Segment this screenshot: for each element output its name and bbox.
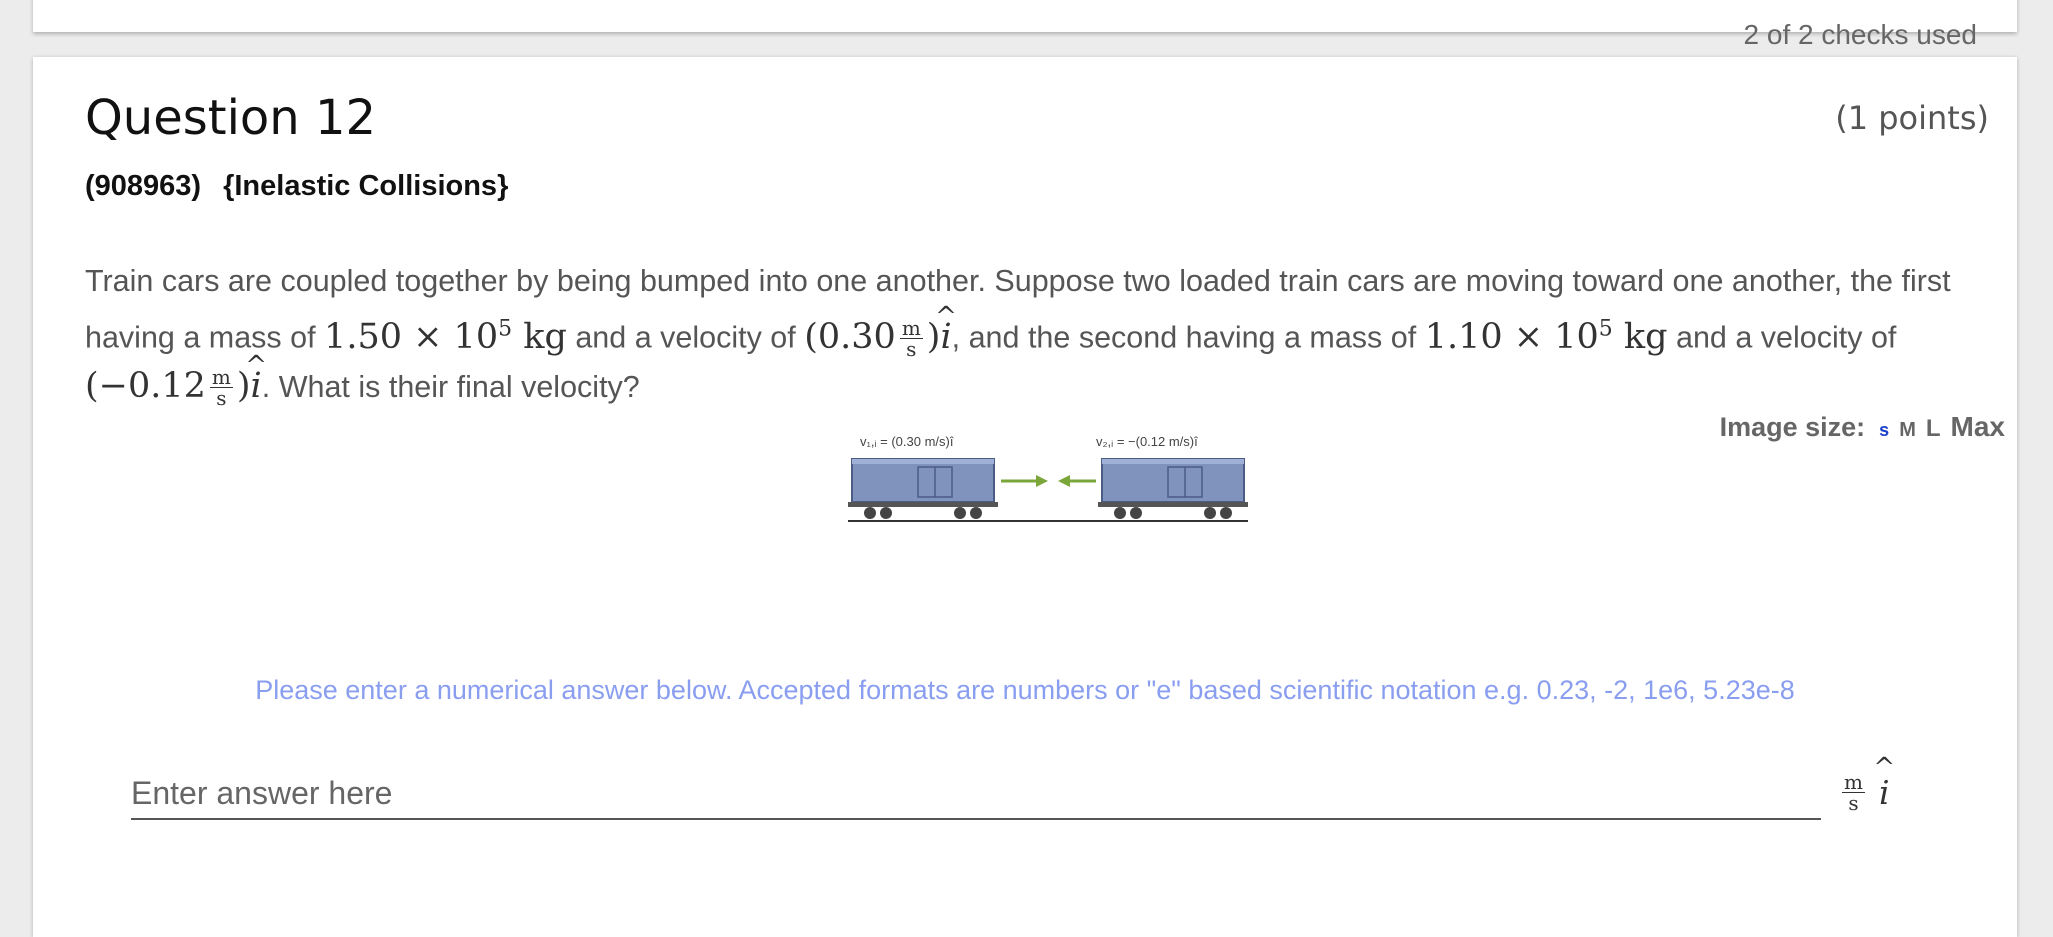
image-size-l-option[interactable]: L xyxy=(1925,415,1941,442)
answer-unit xyxy=(1838,772,1890,813)
unit-numerator: m xyxy=(211,364,231,389)
mass-2-unit: kg xyxy=(1623,316,1668,357)
image-size-control xyxy=(1720,411,2005,443)
question-title: Question 12 xyxy=(85,90,377,146)
unit-vector-i: ^ i xyxy=(940,313,951,361)
mass-1 xyxy=(324,317,567,357)
train-car-1 xyxy=(848,459,998,519)
mass-2-value: 1.10 × 10 xyxy=(1424,316,1599,357)
unit-denominator: s xyxy=(906,336,917,361)
velocity-1-unit xyxy=(900,315,923,361)
answer-unit-fraction xyxy=(1842,772,1865,813)
train-cars-figure xyxy=(848,433,1248,533)
image-size-m-option[interactable]: M xyxy=(1899,419,1916,441)
previous-question-card xyxy=(33,0,2017,51)
image-size-label: Image size: xyxy=(1719,412,1866,442)
mass-2 xyxy=(1425,317,1668,357)
question-id: (908963) xyxy=(85,170,202,202)
question-text-part: , and the second having a mass of xyxy=(951,320,1425,355)
answer-format-hint: Please enter a numerical answer below. Accepted formats are numbers or "e" based scientific notation e.g. 0.23, -2, 1e6, 5.23e-8 xyxy=(255,675,1795,705)
velocity-1-value: (0.30 xyxy=(804,316,896,357)
question-text xyxy=(85,257,2015,411)
mass-1-exponent: 5 xyxy=(498,316,513,341)
mass-1-unit: kg xyxy=(523,316,567,357)
question-text-part: and a velocity of xyxy=(1667,320,1897,355)
figure-label-v2: v₂,ᵢ = −(0.12 m/s)î xyxy=(1096,434,1198,449)
answer-unit-numerator: m xyxy=(1844,770,1863,794)
question-text-part: and a velocity of xyxy=(566,320,805,355)
image-size-s-option[interactable]: s xyxy=(1879,420,1890,440)
unit-numerator: m xyxy=(901,315,921,340)
question-text-part: Train cars are coupled together by being bumped into one another. Suppose two loaded train cars are moving toward one another, the first having a mass of xyxy=(85,264,1951,355)
arrow-left-icon xyxy=(1058,475,1096,487)
arrow-right-icon xyxy=(1001,475,1048,487)
mass-2-exponent: 5 xyxy=(1598,316,1613,341)
mass-1-value: 1.50 × 10 xyxy=(324,316,499,357)
close-paren: ) xyxy=(236,365,251,406)
answer-input[interactable] xyxy=(131,768,1821,820)
answer-unit-denominator: s xyxy=(1848,791,1859,815)
train-car-2 xyxy=(1098,459,1248,519)
unit-denominator: s xyxy=(216,385,227,410)
velocity-1 xyxy=(804,315,952,361)
close-paren: ) xyxy=(926,316,941,357)
velocity-2-unit xyxy=(210,364,233,410)
velocity-2 xyxy=(85,364,262,410)
question-topic: {Inelastic Collisions} xyxy=(223,170,509,202)
question-card xyxy=(33,57,2017,937)
unit-vector-i: ^ i xyxy=(251,362,262,410)
question-points: (1 points) xyxy=(1835,99,1989,137)
image-size-max-option[interactable]: Max xyxy=(1950,411,2005,442)
answer-unit-vector-i: ^ i xyxy=(1879,773,1890,812)
question-text-part: . What is their final velocity? xyxy=(261,369,640,404)
figure-label-v1: v₁,ᵢ = (0.30 m/s)î xyxy=(860,434,954,449)
question-meta xyxy=(85,170,508,203)
velocity-2-value: (−0.12 xyxy=(85,365,206,406)
checks-used-status: 2 of 2 checks used xyxy=(1743,19,1977,51)
